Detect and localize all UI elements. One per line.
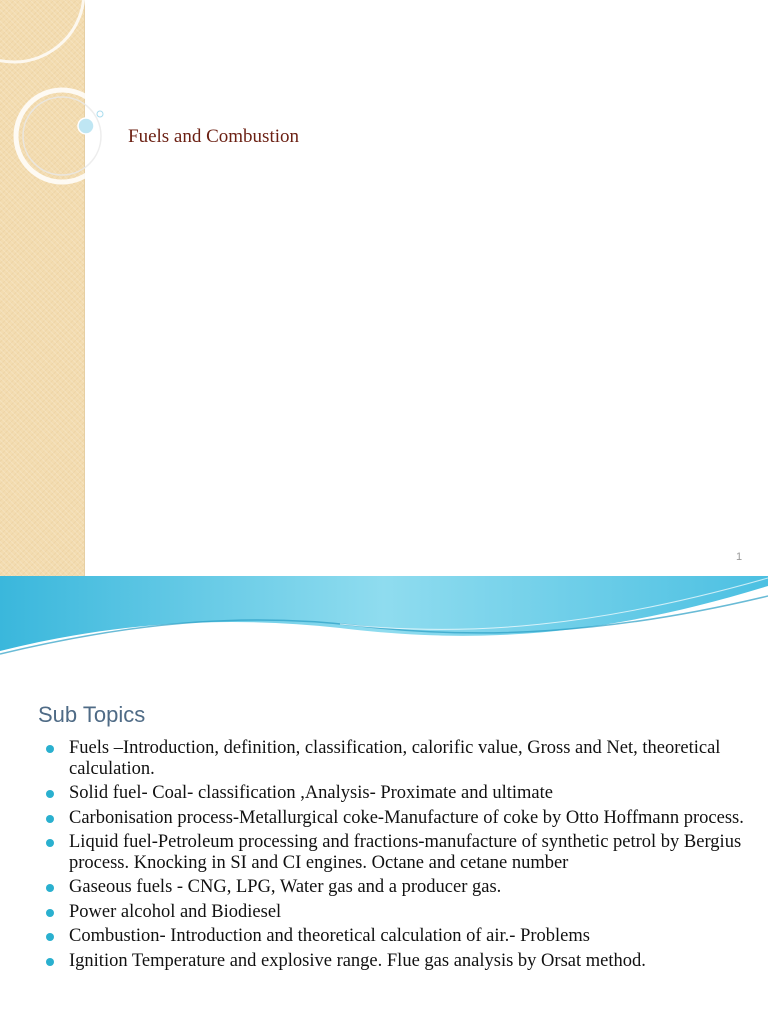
list-item-text: Power alcohol and Biodiesel [69,901,282,922]
list-item-text: Liquid fuel-Petroleum processing and fractions-manufacture of synthetic petrol by Bergius process. Knocking in SI and CI engines. Octane and cetane number [69,832,742,873]
bullet-dot-icon [46,790,54,798]
slide-number: 1 [736,551,743,563]
decorative-rings-icon [0,0,120,200]
list-item-text: Gaseous fuels - CNG, LPG, Water gas and a producer gas. [69,877,502,897]
list-item [46,877,746,898]
list-item-text: Fuels –Introduction, definition, classification, calorific value, Gross and Net, theoretical calculation. [69,738,721,779]
list-item [46,902,746,923]
sub-topics-heading: Sub Topics [38,702,146,727]
list-item-text: Combustion- Introduction and theoretical calculation of air.- Problems [69,926,590,946]
list-item [46,808,746,829]
bullet-dot-icon [46,909,54,917]
content-slide [0,674,768,1024]
bullet-dot-icon [46,933,54,941]
list-item-text: Carbonisation process-Metallurgical coke-Manufacture of coke by Otto Hoffmann process. [69,807,744,828]
bullet-dot-icon [46,839,54,847]
list-item [46,926,746,947]
list-item [46,783,746,804]
list-item [46,951,746,972]
wave-banner-icon [0,576,768,674]
list-item [46,832,746,873]
list-item [46,738,746,779]
bullet-dot-icon [46,745,54,753]
list-item-text: Solid fuel- Coal- classification ,Analysis- Proximate and ultimate [69,783,553,803]
list-item-text: Ignition Temperature and explosive range. Flue gas analysis by Orsat method. [69,950,646,971]
bullet-dot-icon [46,884,54,892]
bullet-dot-icon [46,815,54,823]
slide-title: Fuels and Combustion [128,126,300,147]
bullet-dot-icon [46,958,54,966]
topics-list [46,738,746,975]
